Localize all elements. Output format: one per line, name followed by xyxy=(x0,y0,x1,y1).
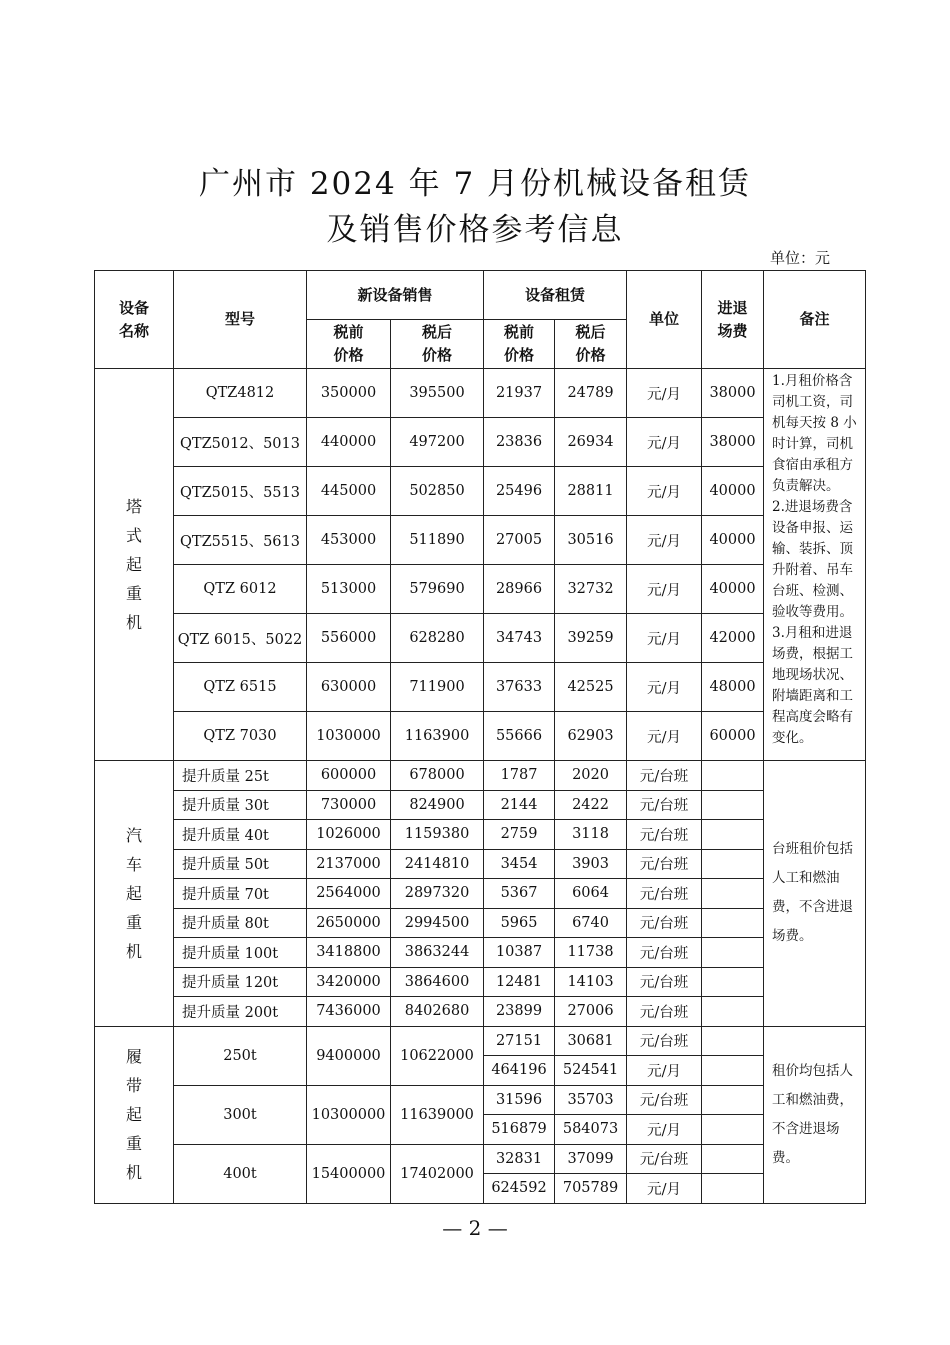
rent-pre-tax-cell: 10387 xyxy=(484,938,555,968)
unit-cell: 元/月 xyxy=(627,1174,702,1204)
table-row xyxy=(95,565,866,614)
unit-cell: 元/月 xyxy=(627,516,702,565)
fee-cell xyxy=(702,1144,764,1174)
unit-label: 单位：元 xyxy=(769,249,830,267)
sale-pre-tax-cell: 3420000 xyxy=(307,967,391,997)
sale-after-tax-cell: 2994500 xyxy=(391,908,484,938)
fee-cell xyxy=(702,879,764,909)
header-model: 型号 xyxy=(174,271,307,369)
model-cell: QTZ 6015、5022 xyxy=(174,614,307,663)
table-row xyxy=(95,1026,866,1056)
rent-pre-tax-cell: 1787 xyxy=(484,761,555,791)
model-cell: 提升质量 25t xyxy=(174,761,307,791)
sale-after-tax-cell: 395500 xyxy=(391,369,484,418)
fee-cell xyxy=(702,1115,764,1145)
sale-pre-tax-cell: 2650000 xyxy=(307,908,391,938)
fee-cell xyxy=(702,1026,764,1056)
model-cell: QTZ 7030 xyxy=(174,712,307,761)
header-sale-pre-tax: 税前 价格 xyxy=(307,320,391,369)
unit-cell: 元/月 xyxy=(627,1056,702,1086)
sale-after-tax-cell: 11639000 xyxy=(391,1085,484,1144)
rent-after-tax-cell: 11738 xyxy=(555,938,627,968)
unit-cell: 元/台班 xyxy=(627,790,702,820)
sale-after-tax-cell: 8402680 xyxy=(391,997,484,1027)
fee-cell xyxy=(702,908,764,938)
sale-after-tax-cell: 678000 xyxy=(391,761,484,791)
header-row-1 xyxy=(95,271,866,320)
fee-cell: 40000 xyxy=(702,516,764,565)
unit-cell: 元/月 xyxy=(627,467,702,516)
sale-pre-tax-cell: 1030000 xyxy=(307,712,391,761)
table-row xyxy=(95,761,866,791)
fee-cell: 42000 xyxy=(702,614,764,663)
rent-pre-tax-cell: 2759 xyxy=(484,820,555,850)
unit-cell: 元/台班 xyxy=(627,761,702,791)
table-row xyxy=(95,1144,866,1174)
rent-pre-tax-cell: 27151 xyxy=(484,1026,555,1056)
table-row xyxy=(95,418,866,467)
model-cell: 250t xyxy=(174,1026,307,1085)
sale-after-tax-cell: 502850 xyxy=(391,467,484,516)
rent-after-tax-cell: 6064 xyxy=(555,879,627,909)
unit-cell: 元/月 xyxy=(627,1115,702,1145)
sale-after-tax-cell: 711900 xyxy=(391,663,484,712)
model-cell: 提升质量 80t xyxy=(174,908,307,938)
fee-cell xyxy=(702,849,764,879)
model-cell: 提升质量 70t xyxy=(174,879,307,909)
unit-cell: 元/月 xyxy=(627,614,702,663)
sale-after-tax-cell: 1159380 xyxy=(391,820,484,850)
table-row xyxy=(95,1085,866,1115)
header-equipment-name: 设备 名称 xyxy=(95,271,174,369)
table-row xyxy=(95,849,866,879)
model-cell: QTZ 6515 xyxy=(174,663,307,712)
page-number: — 2 — xyxy=(442,1216,508,1240)
table-row xyxy=(95,614,866,663)
sale-after-tax-cell: 17402000 xyxy=(391,1144,484,1203)
remarks-truck-crane: 台班租价包括人工和燃油费，不含进退场费。 xyxy=(764,761,866,1027)
rent-pre-tax-cell: 32831 xyxy=(484,1144,555,1174)
model-cell: 提升质量 120t xyxy=(174,967,307,997)
rent-after-tax-cell: 39259 xyxy=(555,614,627,663)
rent-after-tax-cell: 524541 xyxy=(555,1056,627,1086)
rent-pre-tax-cell: 28966 xyxy=(484,565,555,614)
sale-pre-tax-cell: 730000 xyxy=(307,790,391,820)
rent-after-tax-cell: 705789 xyxy=(555,1174,627,1204)
fee-cell xyxy=(702,761,764,791)
rent-pre-tax-cell: 25496 xyxy=(484,467,555,516)
model-cell: 提升质量 100t xyxy=(174,938,307,968)
sale-pre-tax-cell: 350000 xyxy=(307,369,391,418)
rent-pre-tax-cell: 516879 xyxy=(484,1115,555,1145)
rent-after-tax-cell: 3903 xyxy=(555,849,627,879)
sale-after-tax-cell: 579690 xyxy=(391,565,484,614)
table-row xyxy=(95,938,866,968)
unit-cell: 元/台班 xyxy=(627,967,702,997)
rent-after-tax-cell: 30516 xyxy=(555,516,627,565)
fee-cell xyxy=(702,1174,764,1204)
truck-crane-section xyxy=(95,761,866,1027)
rent-pre-tax-cell: 23899 xyxy=(484,997,555,1027)
unit-cell: 元/台班 xyxy=(627,997,702,1027)
rent-pre-tax-cell: 37633 xyxy=(484,663,555,712)
rent-after-tax-cell: 37099 xyxy=(555,1144,627,1174)
category-truck-crane: 汽 车 起 重 机 xyxy=(95,761,174,1027)
unit-cell: 元/台班 xyxy=(627,1026,702,1056)
sale-after-tax-cell: 2414810 xyxy=(391,849,484,879)
model-cell: 300t xyxy=(174,1085,307,1144)
model-cell: QTZ 6012 xyxy=(174,565,307,614)
header-entry-exit-fee: 进退 场费 xyxy=(702,271,764,369)
fee-cell: 60000 xyxy=(702,712,764,761)
unit-cell: 元/月 xyxy=(627,565,702,614)
header-remarks: 备注 xyxy=(764,271,866,369)
sale-pre-tax-cell: 1026000 xyxy=(307,820,391,850)
header-unit: 单位 xyxy=(627,271,702,369)
sale-pre-tax-cell: 440000 xyxy=(307,418,391,467)
remarks-crawler-crane: 租价均包括人工和燃油费，不含进退场费。 xyxy=(764,1026,866,1203)
sale-after-tax-cell: 1163900 xyxy=(391,712,484,761)
rent-after-tax-cell: 2422 xyxy=(555,790,627,820)
doc-title-line2: 及销售价格参考信息 xyxy=(326,212,624,248)
sale-pre-tax-cell: 7436000 xyxy=(307,997,391,1027)
sale-pre-tax-cell: 3418800 xyxy=(307,938,391,968)
rent-pre-tax-cell: 3454 xyxy=(484,849,555,879)
header-rent-after-tax: 税后 价格 xyxy=(555,320,627,369)
sale-pre-tax-cell: 630000 xyxy=(307,663,391,712)
rent-pre-tax-cell: 464196 xyxy=(484,1056,555,1086)
sale-pre-tax-cell: 513000 xyxy=(307,565,391,614)
unit-cell: 元/台班 xyxy=(627,1085,702,1115)
rent-after-tax-cell: 28811 xyxy=(555,467,627,516)
model-cell: 400t xyxy=(174,1144,307,1203)
header-new-sales: 新设备销售 xyxy=(307,271,484,320)
unit-cell: 元/月 xyxy=(627,418,702,467)
model-cell: QTZ5515、5613 xyxy=(174,516,307,565)
tower-crane-section xyxy=(95,369,866,761)
table-row xyxy=(95,712,866,761)
sale-pre-tax-cell: 10300000 xyxy=(307,1085,391,1144)
table-row xyxy=(95,467,866,516)
sale-after-tax-cell: 511890 xyxy=(391,516,484,565)
rent-pre-tax-cell: 624592 xyxy=(484,1174,555,1204)
unit-cell: 元/台班 xyxy=(627,1144,702,1174)
table-row xyxy=(95,820,866,850)
rent-pre-tax-cell: 2144 xyxy=(484,790,555,820)
rent-pre-tax-cell: 23836 xyxy=(484,418,555,467)
sale-after-tax-cell: 10622000 xyxy=(391,1026,484,1085)
sale-after-tax-cell: 497200 xyxy=(391,418,484,467)
rent-after-tax-cell: 42525 xyxy=(555,663,627,712)
fee-cell: 48000 xyxy=(702,663,764,712)
unit-cell: 元/台班 xyxy=(627,879,702,909)
model-cell: 提升质量 50t xyxy=(174,849,307,879)
price-table xyxy=(94,270,866,1204)
unit-cell: 元/台班 xyxy=(627,849,702,879)
model-cell: 提升质量 30t xyxy=(174,790,307,820)
sale-pre-tax-cell: 2137000 xyxy=(307,849,391,879)
fee-cell xyxy=(702,938,764,968)
table-row xyxy=(95,879,866,909)
category-tower-crane: 塔 式 起 重 机 xyxy=(95,369,174,761)
header-rental: 设备租赁 xyxy=(484,271,627,320)
table-row xyxy=(95,369,866,418)
fee-cell xyxy=(702,1056,764,1086)
model-cell: 提升质量 200t xyxy=(174,997,307,1027)
rent-pre-tax-cell: 55666 xyxy=(484,712,555,761)
sale-pre-tax-cell: 2564000 xyxy=(307,879,391,909)
rent-after-tax-cell: 6740 xyxy=(555,908,627,938)
sale-pre-tax-cell: 15400000 xyxy=(307,1144,391,1203)
rent-pre-tax-cell: 21937 xyxy=(484,369,555,418)
rent-after-tax-cell: 30681 xyxy=(555,1026,627,1056)
rent-after-tax-cell: 24789 xyxy=(555,369,627,418)
sale-after-tax-cell: 628280 xyxy=(391,614,484,663)
unit-cell: 元/台班 xyxy=(627,820,702,850)
unit-cell: 元/月 xyxy=(627,663,702,712)
sale-pre-tax-cell: 445000 xyxy=(307,467,391,516)
table-row xyxy=(95,790,866,820)
sale-after-tax-cell: 3863244 xyxy=(391,938,484,968)
sale-after-tax-cell: 2897320 xyxy=(391,879,484,909)
rent-pre-tax-cell: 31596 xyxy=(484,1085,555,1115)
table-row xyxy=(95,663,866,712)
unit-cell: 元/月 xyxy=(627,369,702,418)
rent-after-tax-cell: 3118 xyxy=(555,820,627,850)
fee-cell: 38000 xyxy=(702,418,764,467)
fee-cell xyxy=(702,1085,764,1115)
model-cell: 提升质量 40t xyxy=(174,820,307,850)
fee-cell: 40000 xyxy=(702,565,764,614)
rent-pre-tax-cell: 5367 xyxy=(484,879,555,909)
rent-pre-tax-cell: 34743 xyxy=(484,614,555,663)
fee-cell: 40000 xyxy=(702,467,764,516)
crawler-crane-section xyxy=(95,1026,866,1203)
unit-cell: 元/台班 xyxy=(627,908,702,938)
unit-cell: 元/月 xyxy=(627,712,702,761)
table-row xyxy=(95,908,866,938)
rent-after-tax-cell: 584073 xyxy=(555,1115,627,1145)
fee-cell xyxy=(702,820,764,850)
rent-after-tax-cell: 14103 xyxy=(555,967,627,997)
model-cell: QTZ5015、5513 xyxy=(174,467,307,516)
fee-cell xyxy=(702,967,764,997)
rent-after-tax-cell: 62903 xyxy=(555,712,627,761)
fee-cell xyxy=(702,790,764,820)
rent-after-tax-cell: 27006 xyxy=(555,997,627,1027)
rent-after-tax-cell: 35703 xyxy=(555,1085,627,1115)
sale-pre-tax-cell: 9400000 xyxy=(307,1026,391,1085)
model-cell: QTZ4812 xyxy=(174,369,307,418)
doc-title-line1: 广州市 2024 年 7 月份机械设备租赁 xyxy=(198,166,752,202)
rent-after-tax-cell: 2020 xyxy=(555,761,627,791)
sale-pre-tax-cell: 453000 xyxy=(307,516,391,565)
fee-cell: 38000 xyxy=(702,369,764,418)
table-row xyxy=(95,997,866,1027)
model-cell: QTZ5012、5013 xyxy=(174,418,307,467)
rent-pre-tax-cell: 5965 xyxy=(484,908,555,938)
table-row xyxy=(95,967,866,997)
rent-pre-tax-cell: 12481 xyxy=(484,967,555,997)
unit-cell: 元/台班 xyxy=(627,938,702,968)
header-rent-pre-tax: 税前 价格 xyxy=(484,320,555,369)
sale-after-tax-cell: 824900 xyxy=(391,790,484,820)
header-sale-after-tax: 税后 价格 xyxy=(391,320,484,369)
rent-after-tax-cell: 32732 xyxy=(555,565,627,614)
sale-pre-tax-cell: 556000 xyxy=(307,614,391,663)
remarks-tower-crane: 1.月租价格含司机工资，司机每天按 8 小时计算，司机食宿由承租方负责解决。 2.进退场费含设备申报、运输、装拆、顶升附着、吊车台班、检测、验收等费用。 3.月租和进退场费，根据工地现场状况、附墙距离和工程高度会略有变化。 xyxy=(764,369,866,761)
sale-pre-tax-cell: 600000 xyxy=(307,761,391,791)
fee-cell xyxy=(702,997,764,1027)
category-crawler-crane: 履 带 起 重 机 xyxy=(95,1026,174,1203)
rent-pre-tax-cell: 27005 xyxy=(484,516,555,565)
table-row xyxy=(95,516,866,565)
sale-after-tax-cell: 3864600 xyxy=(391,967,484,997)
rent-after-tax-cell: 26934 xyxy=(555,418,627,467)
